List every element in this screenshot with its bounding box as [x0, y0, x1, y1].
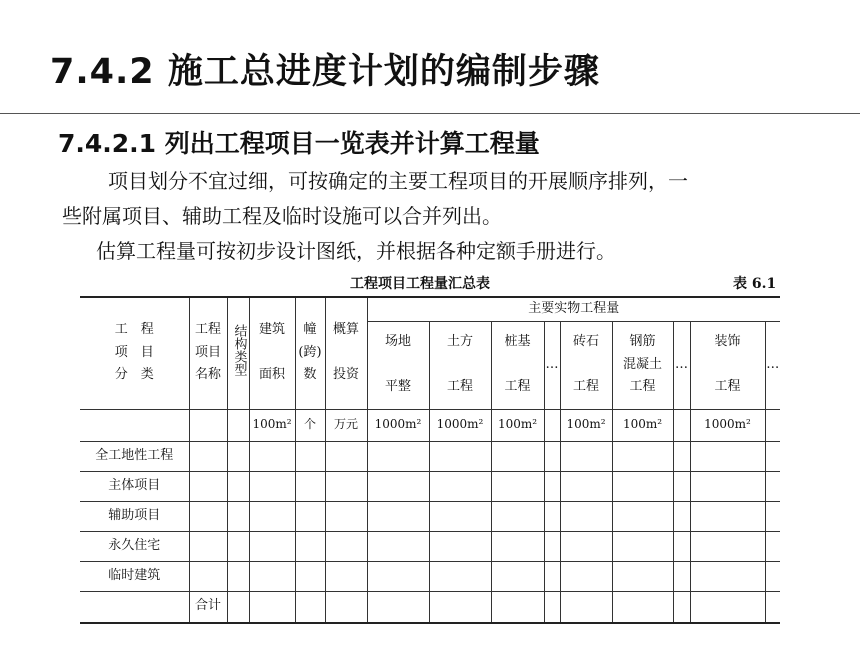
header-category — [80, 297, 189, 409]
header-struct-text: 结构类型 — [231, 324, 247, 377]
unit-count: 个 — [295, 409, 325, 441]
row-label: 辅助项目 — [80, 501, 189, 531]
section-subtitle: 7.4.2.1 列出工程项目一览表并计算工程量 — [58, 129, 540, 158]
header-count-line-3: 数 — [303, 367, 317, 383]
header-building-count — [295, 297, 325, 409]
header-finish-line-1: 装饰 — [714, 334, 741, 349]
unit-pile: 100m² — [491, 409, 544, 441]
header-site-leveling — [367, 321, 429, 409]
row-label: 全工地性工程 — [80, 441, 189, 471]
header-brick-line-1: 砖石 — [572, 334, 599, 349]
unit-brick: 100m² — [560, 409, 612, 441]
paragraph-1-line-1: 项目划分不宜过细，可按确定的主要工程项目的开展顺序排列，一 — [108, 169, 688, 193]
header-brick-line-2: 工程 — [572, 379, 599, 395]
header-pile-line-1: 桩基 — [504, 334, 531, 349]
header-category-line-2: 项 目 — [114, 344, 154, 360]
unit-empty-4 — [544, 409, 560, 441]
total-label: 合计 — [189, 591, 227, 623]
header-reinforced-concrete — [612, 321, 673, 409]
row-label: 临时建筑 — [80, 561, 189, 591]
title-divider — [0, 113, 860, 114]
total-row-empty — [80, 591, 189, 623]
header-invest-line-1: 概算 — [332, 322, 359, 338]
header-structure-type — [227, 297, 249, 409]
unit-empty-5 — [673, 409, 690, 441]
header-project-name — [189, 297, 227, 409]
header-decoration — [690, 321, 765, 409]
quantity-summary-table — [80, 296, 780, 624]
header-ellipsis-2: … — [673, 321, 690, 409]
header-site-line-1: 场地 — [384, 334, 411, 349]
unit-empty-2 — [189, 409, 227, 441]
table-number: 表 6.1 — [733, 276, 777, 292]
unit-finish: 1000m² — [690, 409, 765, 441]
header-area-line-2: 面积 — [258, 367, 285, 383]
unit-empty-1 — [80, 409, 189, 441]
unit-area: 100m² — [249, 409, 295, 441]
header-main-quantities: 主要实物工程量 — [367, 297, 780, 321]
header-estimated-investment — [325, 297, 367, 409]
header-pile-line-2: 工程 — [504, 379, 531, 395]
unit-empty-6 — [765, 409, 780, 441]
unit-earth: 1000m² — [429, 409, 491, 441]
header-pile-foundation — [491, 321, 544, 409]
header-name-line-1: 工程 — [194, 322, 221, 338]
header-finish-line-2: 工程 — [714, 379, 741, 395]
header-count-line-2: (跨) — [298, 344, 322, 360]
header-concrete-line-3: 工程 — [629, 379, 656, 395]
header-earthwork — [429, 321, 491, 409]
row-label: 主体项目 — [80, 471, 189, 501]
header-concrete-line-2: 混凝土 — [622, 356, 662, 372]
header-site-line-2: 平整 — [384, 379, 411, 395]
page-title: 7.4.2 施工总进度计划的编制步骤 — [50, 52, 600, 92]
unit-empty-3 — [227, 409, 249, 441]
header-earth-line-2: 工程 — [446, 379, 473, 395]
header-ellipsis-3: … — [765, 321, 780, 409]
header-name-line-2: 项目 — [194, 344, 221, 360]
header-name-line-3: 名称 — [194, 367, 221, 383]
paragraph-1-line-2: 些附属项目、辅助工程及临时设施可以合并列出。 — [62, 204, 502, 228]
header-count-line-1: 幢 — [303, 322, 317, 338]
header-invest-line-2: 投资 — [332, 367, 359, 383]
unit-invest: 万元 — [325, 409, 367, 441]
header-ellipsis-1: … — [544, 321, 560, 409]
paragraph-2: 估算工程量可按初步设计图纸，并根据各种定额手册进行。 — [96, 239, 616, 263]
header-area-line-1: 建筑 — [258, 322, 285, 338]
header-category-line-1: 工 程 — [114, 322, 154, 338]
unit-site: 1000m² — [367, 409, 429, 441]
header-building-area — [249, 297, 295, 409]
header-masonry — [560, 321, 612, 409]
header-category-line-3: 分 类 — [114, 367, 154, 383]
header-earth-line-1: 土方 — [446, 334, 473, 349]
header-concrete-line-1: 钢筋 — [629, 334, 656, 349]
unit-concrete: 100m² — [612, 409, 673, 441]
table-caption: 工程项目工程量汇总表 — [350, 276, 490, 292]
row-label: 永久住宅 — [80, 531, 189, 561]
